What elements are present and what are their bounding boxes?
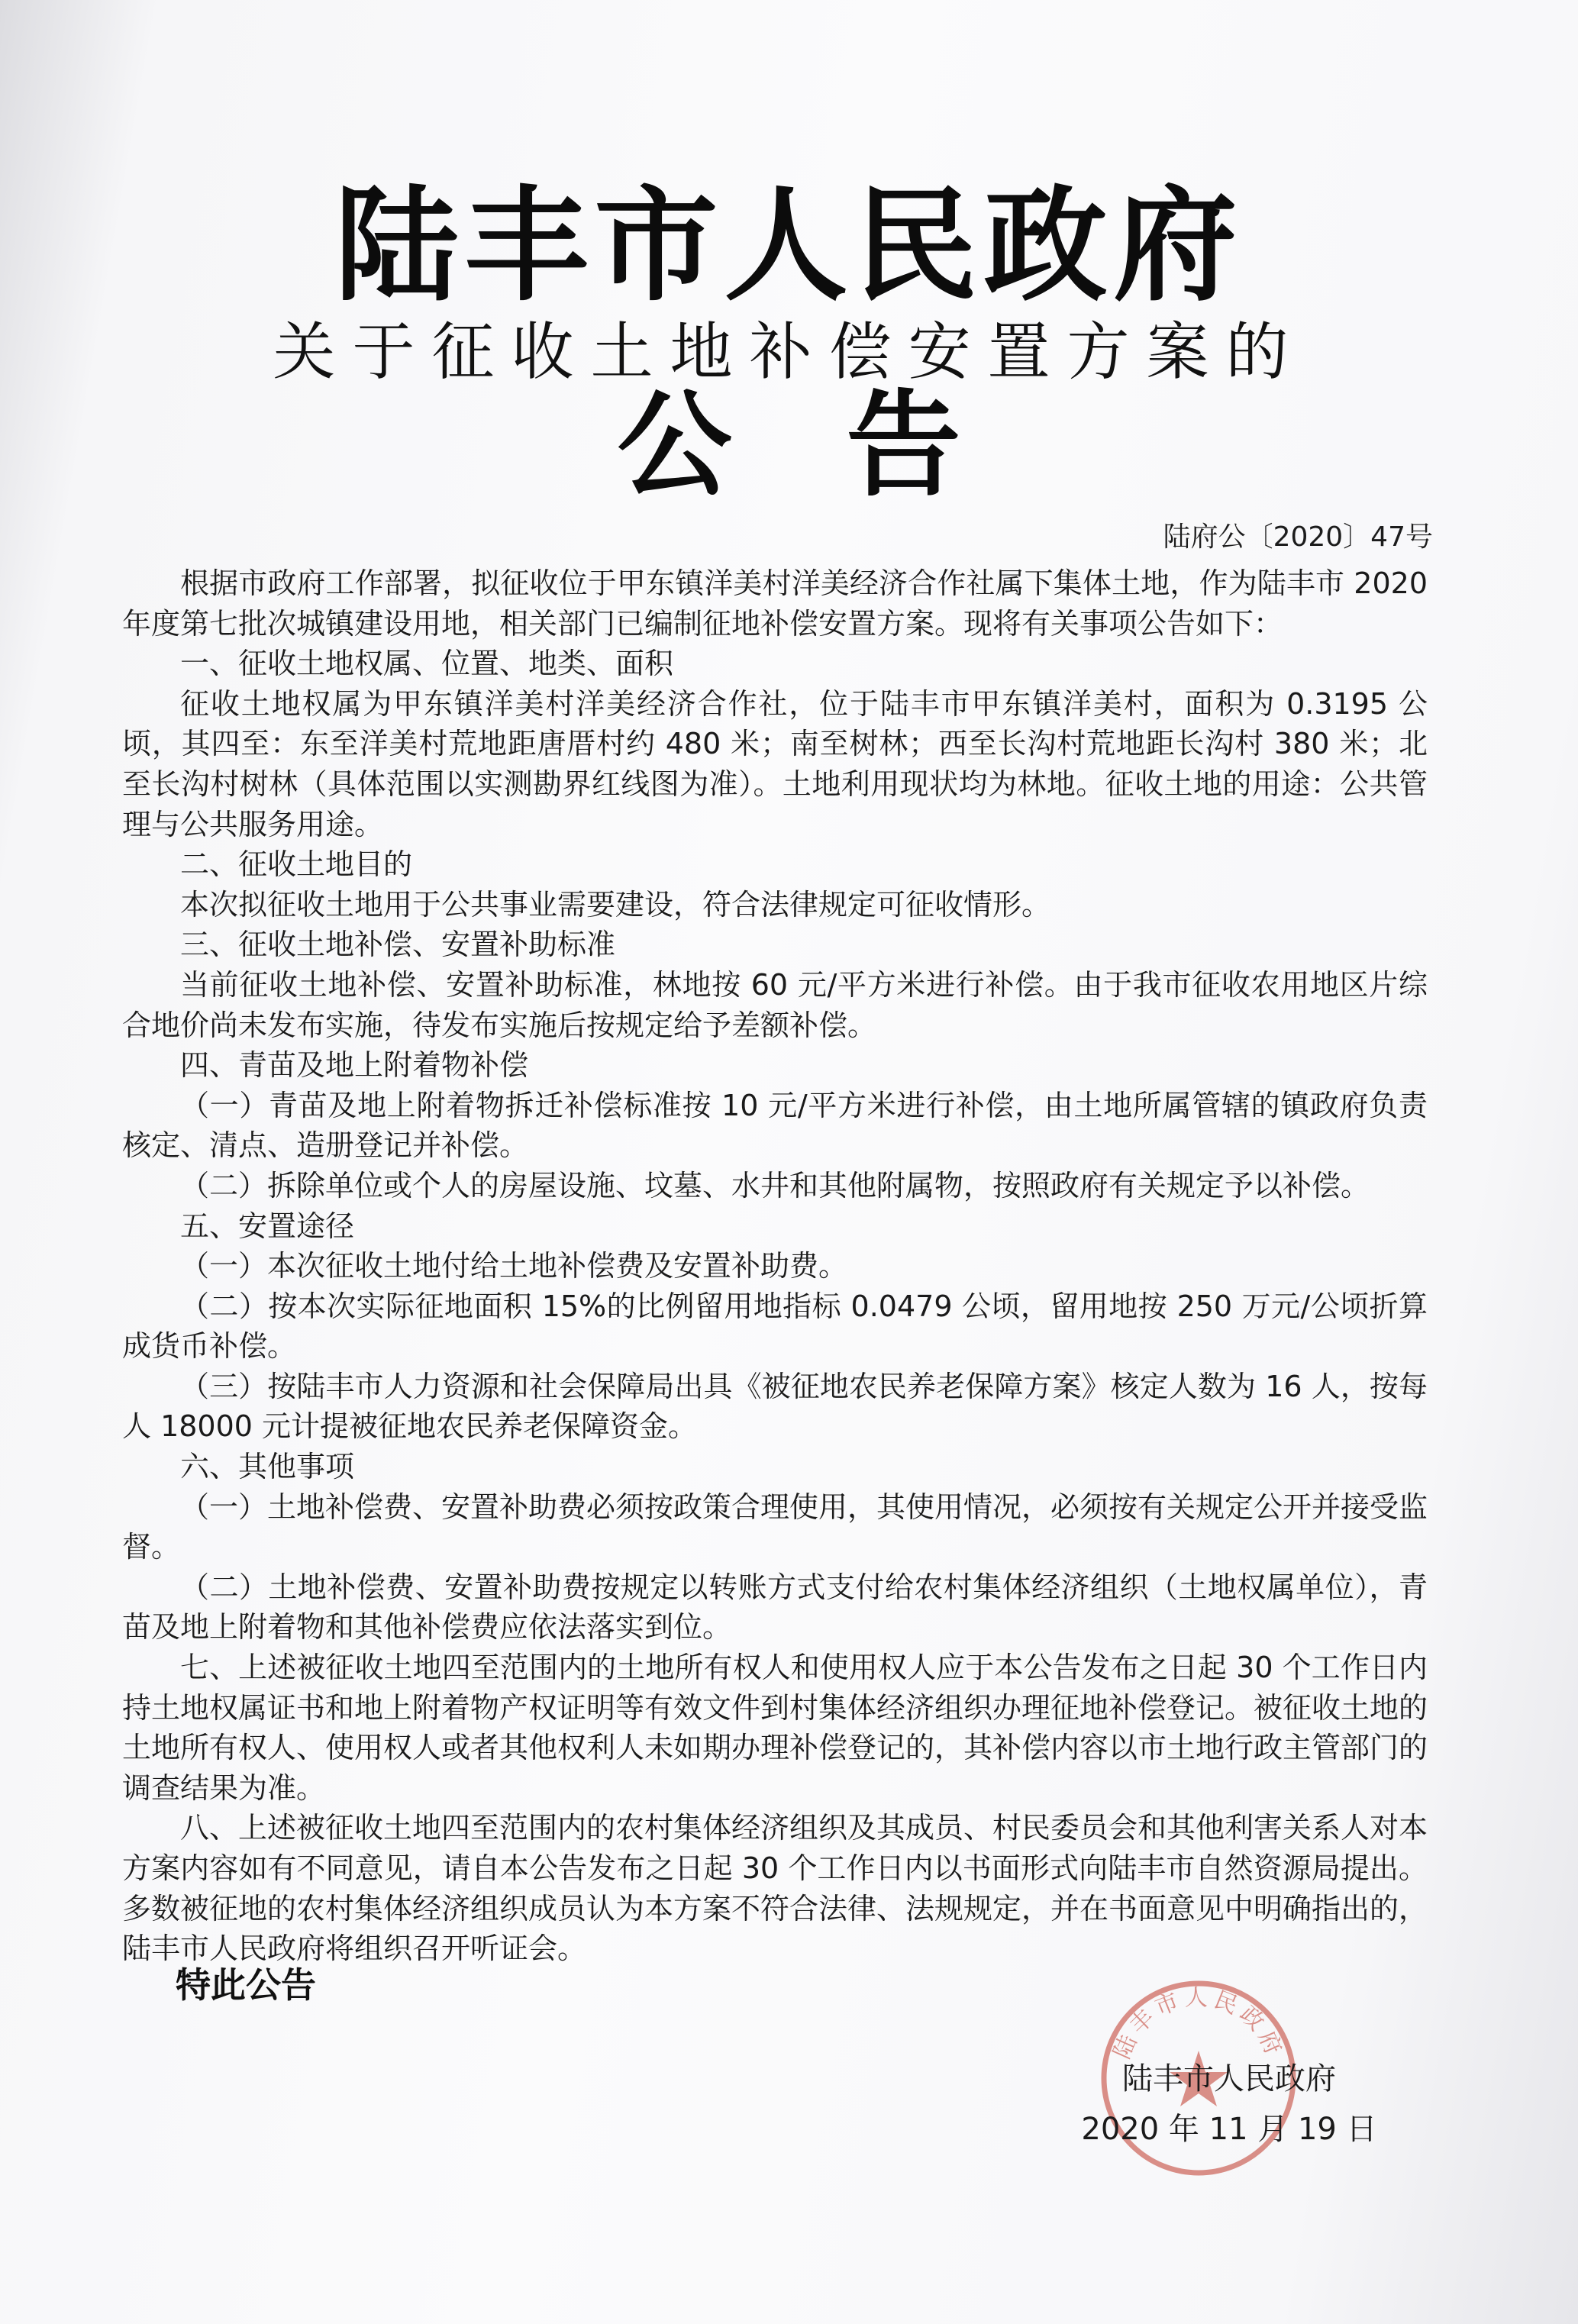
document-title: 陆丰市人民政府 — [334, 173, 1244, 318]
document-subtitle: 关于征收土地补偿安置方案的 — [273, 316, 1305, 389]
closing-statement: 特此公告 — [176, 1964, 316, 2006]
signature-block — [1069, 2054, 1389, 2155]
paragraph: （一）本次征收土地付给土地补偿费及安置补助费。 — [180, 1249, 848, 1283]
document-body — [122, 563, 1428, 1969]
section-heading-6: 六、其他事项 — [180, 1450, 355, 1484]
section-heading-5: 五、安置途径 — [180, 1209, 355, 1243]
section-heading-1: 一、征收土地权属、位置、地类、面积 — [180, 647, 674, 681]
document-number: 陆府公〔2020〕47号 — [1163, 521, 1433, 553]
issue-date: 2020 年 11 月 19 日 — [1081, 2112, 1377, 2147]
seal-text: 陆丰市人民政府 — [1108, 1984, 1289, 2063]
section-heading-2: 二、征收土地目的 — [180, 847, 413, 882]
issuer-name: 陆丰市人民政府 — [1122, 2061, 1336, 2096]
paragraph: （二）按本次实际征地面积 15%的比例留用地指标 0.0479 公顷，留用地按 250 万元/公顷折算成货币补偿。 — [122, 1289, 1428, 1364]
paragraph: 本次拟征收土地用于公共事业需要建设，符合法律规定可征收情形。 — [180, 887, 1051, 922]
paragraph: （三）按陆丰市人力资源和社会保障局出具《被征地农民养老保障方案》核定人数为 16 人，按每人 18000 元计提被征地农民养老保障资金。 — [122, 1369, 1428, 1444]
paragraph-section-7: 七、上述被征收土地四至范围内的土地所有权人和使用权人应于本公告发布之日起 30 个工作日内持土地权属证书和地上附着物产权证明等有效文件到村集体经济组织办理征地补偿登记。被征收土地的土地所有权人、使用权人或者其他权利人未如期办理补偿登记的，其补偿内容以市土地行政主管部门的调查结果为准。 — [122, 1651, 1428, 1805]
notice-heading: 公告 — [617, 378, 1076, 512]
paragraph: （一）土地补偿费、安置补助费必须按政策合理使用，其使用情况，必须按有关规定公开并接受监督。 — [122, 1490, 1428, 1564]
paragraph: 当前征收土地补偿、安置补助标准，林地按 60 元/平方米进行补偿。由于我市征收农用地区片综合地价尚未发布实施，待发布实施后按规定给予差额补偿。 — [122, 967, 1428, 1042]
paragraph-section-8: 八、上述被征收土地四至范围内的农村集体经济组织及其成员、村民委员会和其他利害关系人对本方案内容如有不同意见，请自本公告发布之日起 30 个工作日内以书面形式向陆丰市自然资源局提出。多数被征地的农村集体经济组织成员认为本方案不符合法律、法规规定，并在书面意见中明确指出的，陆丰市人民政府将组织召开听证会。 — [122, 1811, 1428, 1966]
paragraph: （二）土地补偿费、安置补助费按规定以转账方式支付给农村集体经济组织（土地权属单位），青苗及地上附着物和其他补偿费应依法落实到位。 — [122, 1570, 1428, 1645]
section-heading-3: 三、征收土地补偿、安置补助标准 — [180, 928, 616, 962]
paragraph: （一）青苗及地上附着物拆迁补偿标准按 10 元/平方米进行补偿，由土地所属管辖的镇政府负责核定、清点、造册登记并补偿。 — [122, 1088, 1428, 1163]
paragraph-intro: 根据市政府工作部署，拟征收位于甲东镇洋美村洋美经济合作社属下集体土地，作为陆丰市 2020 年度第七批次城镇建设用地，相关部门已编制征地补偿安置方案。现将有关事项公告如下： — [122, 566, 1428, 641]
paragraph: （二）拆除单位或个人的房屋设施、坟墓、水井和其他附属物，按照政府有关规定予以补偿。 — [180, 1168, 1370, 1202]
section-heading-4: 四、青苗及地上附着物补偿 — [180, 1048, 529, 1083]
paragraph: 征收土地权属为甲东镇洋美村洋美经济合作社，位于陆丰市甲东镇洋美村，面积为 0.3195 公顷，其四至：东至洋美村荒地距唐厝村约 480 米；南至树林；西至长沟村荒地距长沟村 380 米；北至长沟村树林（具体范围以实测勘界红线图为准）。土地利用现状均为林地。征收土地的用途：公共管理与公共服务用途。 — [122, 686, 1428, 841]
